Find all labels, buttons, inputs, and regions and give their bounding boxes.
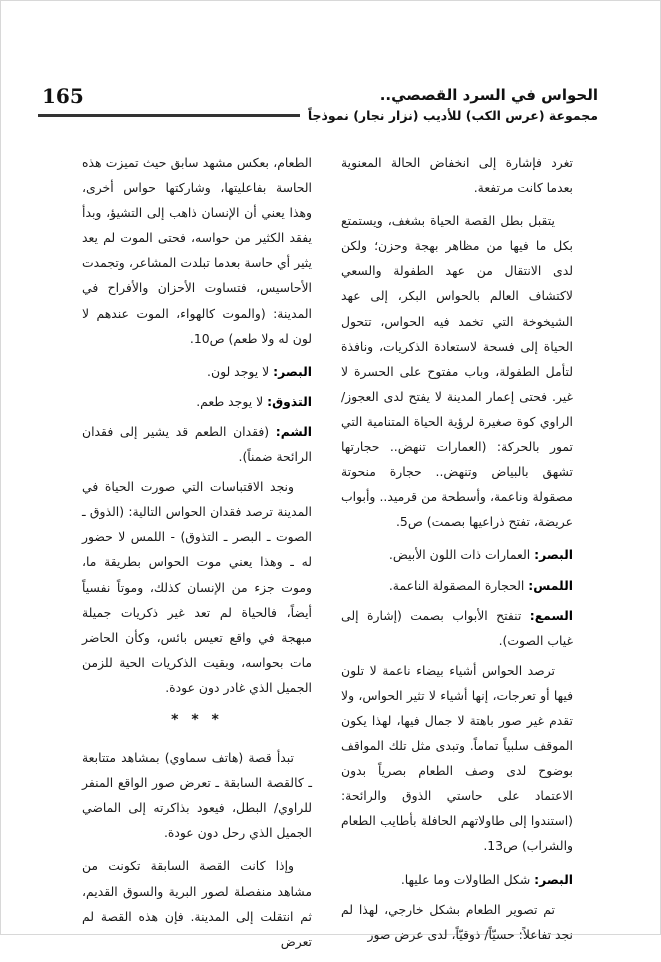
sense-text: تنفتح الأبواب بصمت (إشارة إلى غياب الصوت). [341,607,573,648]
page-number: 165 [42,84,84,108]
paragraph: تغرد فإشارة إلى انخفاض الحالة المعنوية بعدما كانت مرتفعة. [341,155,573,196]
sense-text: الحجارة المصقولة الناعمة. [388,577,525,593]
sense-text: لا يوجد لون. [207,363,270,379]
sense-entry-sight [341,867,573,892]
sense-entry-sight [341,542,573,567]
sense-label: التذوق: [267,393,312,409]
paragraph: ونجد الاقتباسات التي صورت الحياة في المدينة ترصد فقدان الحواس التالية: (الذوق ـ الصوت ـ البصر ـ التذوق) - اللمس لا حضور له ـ وهذا يعني موت الحواس بطريقة ما، وموت جزء من الإنسان كذلك، وموتاً نفسياً أيضاً، فالحياة لم تعد غير ذكريات جميلة مبهجة في واقع تعيس بائس، وكأن الحاضر مات بحواسه، وبقيت الذكريات الحية للزمن الجميل الذي غادر دون عودة. [82,479,312,695]
sense-entry-taste [82,389,312,414]
paragraph: تبدأ قصة (هاتف سماوي) بمشاهد متتابعة ـ كالقصة السابقة ـ تعرض صور الواقع المنفر للراوي/ البطل، فيعود بذاكرته إلى الماضي الجميل الذي رحل دون عودة. [82,750,312,841]
paragraph: ترصد الحواس أشياء بيضاء ناعمة لا تلون فيها أو تعرجات، إنها أشياء لا تثير الحواس، ولا تقدم غير صور باهتة لا جمال فيها، لهذا يكون الموقف سلبياً تماماً. وتبدى مثل تلك المواقف بوضوح لدى وصف الطعام بصرياً بدون الاعتماد على حاستي الذوق والرائحة: (استندوا إلى طاولاتهم الحافلة بأطايب الطعام والشراب) ص13. [341,662,573,854]
sense-label: البصر: [534,547,573,563]
sense-entry-hearing [341,603,573,653]
sense-label: البصر: [273,363,312,379]
paragraph: الطعام، بعكس مشهد سابق حيث تميزت هذه الحاسة بفاعليتها، وشاركتها حواس أخرى، وهذا يعني أن الإنسان ذاهب إلى التشيؤ، وبدأ يفقد الكثير من حواسه، فحتى الموت لم يعد يثير أي حاسة بعدما تبلدت المشاعر، وتجمدت الأحاسيس، فتساوت الأحزان والأفراح في المدينة: (والموت كالهواء، الموت عندهم لا لون له ولا طعم) ص10. [82,155,312,346]
left-text-column [82,150,312,962]
sense-text: شكل الطاولات وما عليها. [400,871,531,887]
paragraph: وإذا كانت القصة السابقة تكونت من مشاهد منفصلة لصور البرية والسوق القديم، ثم انتقلت إلى المدينة. فإن هذه القصة لم تعرض [82,858,312,949]
sense-label: اللمس: [528,577,573,593]
header-subtitle: مجموعة (عرس الكب) للأديب (نزار نجار) نموذجاً [300,108,598,123]
section-separator: * * * [171,711,223,728]
sense-label: الشم: [275,423,312,439]
sense-text: (فقدان الطعم قد يشير إلى فقدان الرائحة ضمناً). [82,423,312,465]
sense-entry-smell [82,419,312,469]
paragraph: يتقبل بطل القصة الحياة بشغف، ويستمتع بكل ما فيها من مظاهر بهجة وحزن؛ ولكن لدى الانتقال من عهد الطفولة والسعي لاكتشاف العالم بالحواس البكر، إلى عهد الشيخوخة التي تخمد فيه الحواس، تتحول الحياة إلى فسحة لاستعادة الذكريات، ونافذة لتأمل الطفولة، وباب مفتوح على الحسرة لا غير. فحتى إعمار المدينة لا يفتح لدى العجوز/ الراوي كوة صغيرة لرؤية الحياة المتنامية التي تمور بالحركة: (العمارات تنهض.. حجارتها تشهق بالبياض وتنهض.. حجارة منحوتة مصقولة وناعمة، وأسطحة من قرميد.. وأبواب عريضة، تفتح ذراعيها بصمت) ص5. [341,213,573,530]
right-text-column [341,150,573,955]
sense-entry-touch [341,573,573,598]
sense-entry-sight [82,359,312,384]
header-title: الحواس في السرد القصصي.. [379,86,598,104]
sense-text: لا يوجد طعم. [196,393,264,409]
paragraph: تم تصوير الطعام بشكل خارجي، لهذا لم نجد تفاعلاً: حسيّاً/ ذوقيّاً، لدى عرض صور [341,901,573,942]
sense-label: السمع: [529,607,573,623]
running-header [38,84,598,132]
sense-label: البصر: [534,871,573,887]
sense-text: العمارات ذات اللون الأبيض. [388,547,531,563]
